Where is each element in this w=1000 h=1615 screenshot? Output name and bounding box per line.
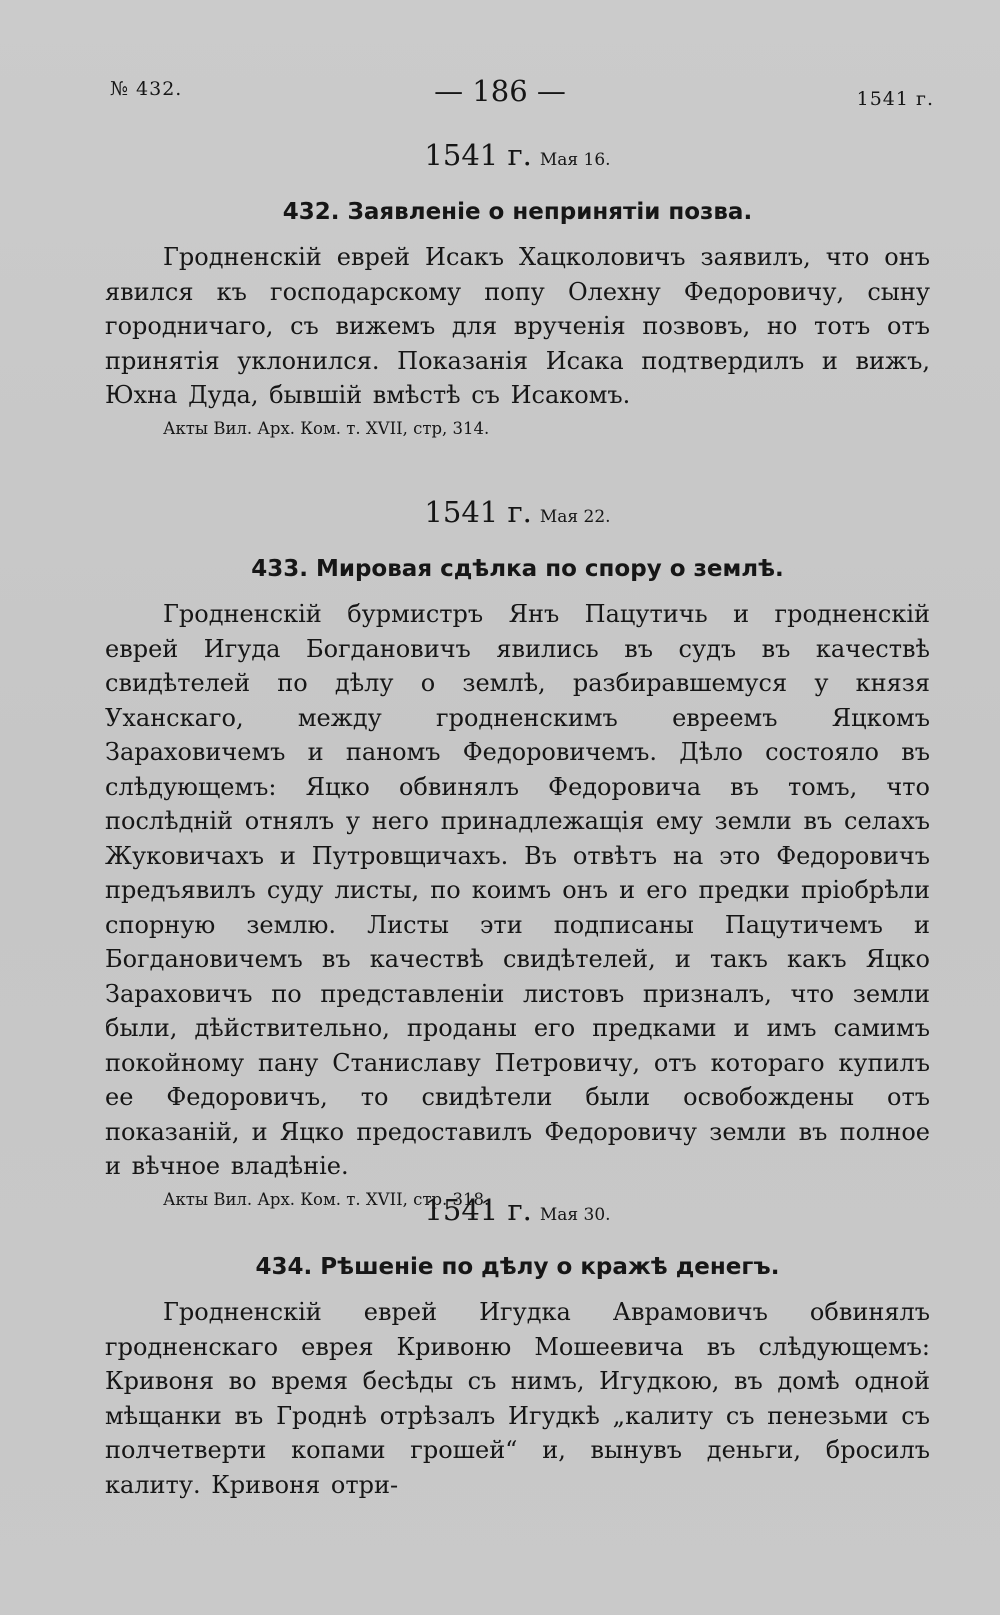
entry-date — [105, 1192, 930, 1233]
entry-year: 1541 г. — [424, 1193, 532, 1227]
entry-number: 433. — [251, 556, 308, 582]
entry-source: Акты Вил. Арх. Ком. т. XVII, стр, 314. — [163, 418, 490, 438]
entry-number: 434. — [255, 1254, 313, 1280]
entry-432 — [105, 137, 930, 441]
entry-title: Заявленіе о непринятіи позва. — [347, 199, 753, 225]
running-head — [0, 74, 1000, 114]
entry-heading — [105, 1251, 930, 1283]
entry-433 — [105, 494, 930, 1212]
document-number: № 432. — [110, 78, 183, 100]
page-number: — 186 — — [434, 74, 566, 108]
entry-day: Мая 30. — [539, 1205, 611, 1225]
entry-title: Мировая сдѣлка по спору о землѣ. — [315, 556, 784, 582]
entry-text: Гродненскій еврей Исакъ Хацколовичъ заявилъ, что онъ явился къ господарскому попу Олехну Федоровичу, сыну городничаго, съ вижемъ для врученія позвовъ, но тотъ отъ принятія уклонился. Показанія Исака подтвердилъ и вижъ, Юхна Дуда, бывшій вмѣстѣ съ Исакомъ. — [105, 243, 930, 409]
entry-number: 432. — [282, 199, 340, 225]
entry-title: Рѣшеніе по дѣлу о кражѣ денегъ. — [320, 1254, 780, 1280]
entry-date — [105, 494, 930, 535]
entry-year: 1541 г. — [424, 138, 532, 172]
entry-heading — [105, 553, 930, 585]
entry-text: Гродненскій бурмистръ Янъ Пацутичь и гродненскій еврей Игуда Богдановичъ явились въ судъ въ качествѣ свидѣтелей по дѣлу о землѣ, разбиравшемуся у князя Уханскаго, между гродненскимъ евреемъ Яцкомъ Зараховичемъ и паномъ Федоровичемъ. Дѣло состояло въ слѣдующемъ: Яцко обвинялъ Федоровича въ томъ, что послѣдній отнялъ у него принадлежащія ему земли въ селахъ Жуковичахъ и Путровщичахъ. Въ отвѣтъ на это Федоровичъ предъявилъ суду листы, по коимъ онъ и его предки пріобрѣли спорную землю. Листы эти подписаны Пацутичемъ и Богдановичемъ въ качествѣ свидѣтелей, и такъ какъ Яцко Зараховичъ по представленіи листовъ призналъ, что земли были, дѣйствительно, проданы его предками и имъ самимъ покойному пану Станиславу Петровичу, отъ котораго купилъ ее Федоровичъ, то свидѣтели были освобождены отъ показаній, и Яцко предоставилъ Федоровичу земли въ полное и вѣчное владѣніе. — [105, 600, 930, 1180]
running-year: 1541 г. — [856, 88, 934, 110]
entry-day: Мая 16. — [539, 150, 611, 170]
entry-434 — [105, 1192, 930, 1502]
entry-text: Гродненскій еврей Игудка Аврамовичъ обвинялъ гродненскаго еврея Кривоню Мошеевича въ слѣдующемъ: Кривоня во время бесѣды съ нимъ, Игудкою, въ домѣ одной мѣщанки въ Гроднѣ отрѣзалъ Игудкѣ „калиту съ пенезьми съ полчетверти копами грошей“ и, вынувъ деньги, бросилъ калиту. Кривоня отри- — [105, 1298, 930, 1499]
entry-day: Мая 22. — [539, 507, 611, 527]
entry-heading — [105, 196, 930, 228]
entry-source: Акты Вил. Арх. Ком. т. XVII, стр. 318. — [163, 1189, 490, 1209]
entry-date — [105, 137, 930, 178]
entry-year: 1541 г. — [424, 495, 532, 529]
